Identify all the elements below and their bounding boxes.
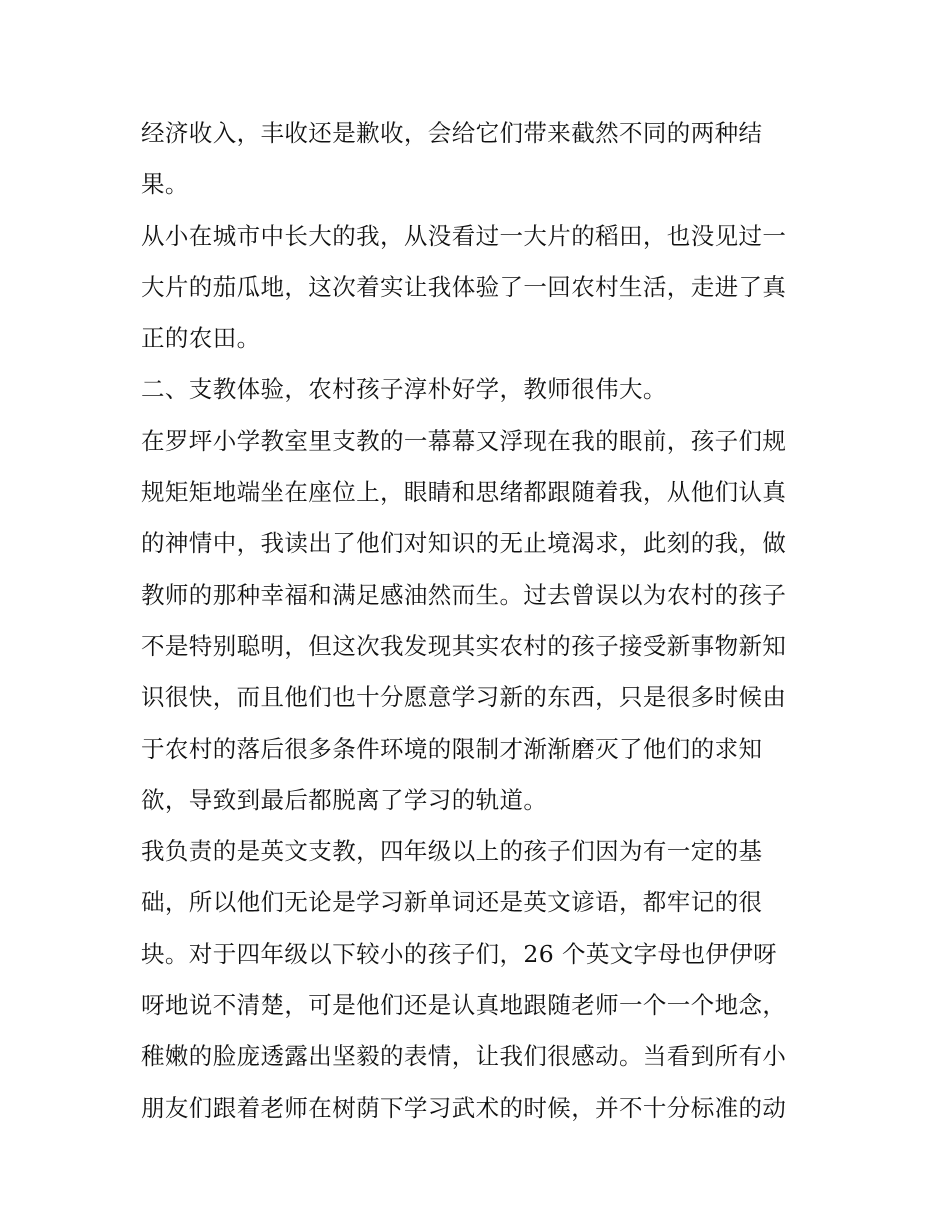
body-text <box>141 108 813 1134</box>
text-line: 稚嫩的脸庞透露出坚毅的表情，让我们很感动。当看到所有小 <box>141 1042 787 1071</box>
text-line: 呀地说不清楚，可是他们还是认真地跟随老师一个一个地念， <box>141 991 787 1020</box>
text-line: 我负责的是英文支教，四年级以上的孩子们因为有一定的基 <box>141 837 763 866</box>
text-line: 规矩矩地端坐在座位上，眼睛和思绪都跟随着我，从他们认真 <box>141 478 787 507</box>
text-line: 识很快，而且他们也十分愿意学习新的东西，只是很多时候由 <box>141 683 787 712</box>
text-line: 大片的茄瓜地，这次着实让我体验了一回农村生活，走进了真 <box>141 272 787 301</box>
text-line: 的神情中，我读出了他们对知识的无止境渴求，此刻的我，做 <box>141 529 787 558</box>
text-line: 经济收入，丰收还是歉收，会给它们带来截然不同的两种结 <box>141 119 763 147</box>
section-heading: 二、支教体验，农村孩子淳朴好学，教师很伟大。 <box>141 375 667 404</box>
text-line: 教师的那种幸福和满足感油然而生。过去曾误以为农村的孩子 <box>141 580 787 609</box>
text-line: 在罗坪小学教室里支教的一幕幕又浮现在我的眼前，孩子们规 <box>141 426 787 455</box>
text-line: 不是特别聪明，但这次我发现其实农村的孩子接受新事物新知 <box>141 631 787 660</box>
text-line: 于农村的落后很多条件环境的限制才渐渐磨灭了他们的求知 <box>141 734 763 763</box>
text-line: 正的农田。 <box>141 324 261 353</box>
text-line: 朋友们跟着老师在树荫下学习武术的时候，并不十分标准的动 <box>141 1093 787 1122</box>
text-line: 欲，导致到最后都脱离了学习的轨道。 <box>141 785 548 814</box>
text-line: 从小在城市中长大的我，从没看过一大片的稻田，也没见过一 <box>141 221 787 250</box>
text-line: 果。 <box>141 170 189 199</box>
text-line: 块。对于四年级以下较小的孩子们，26 个英文字母也伊伊呀 <box>141 939 778 968</box>
text-line: 础，所以他们无论是学习新单词还是英文谚语，都牢记的很 <box>141 888 763 917</box>
